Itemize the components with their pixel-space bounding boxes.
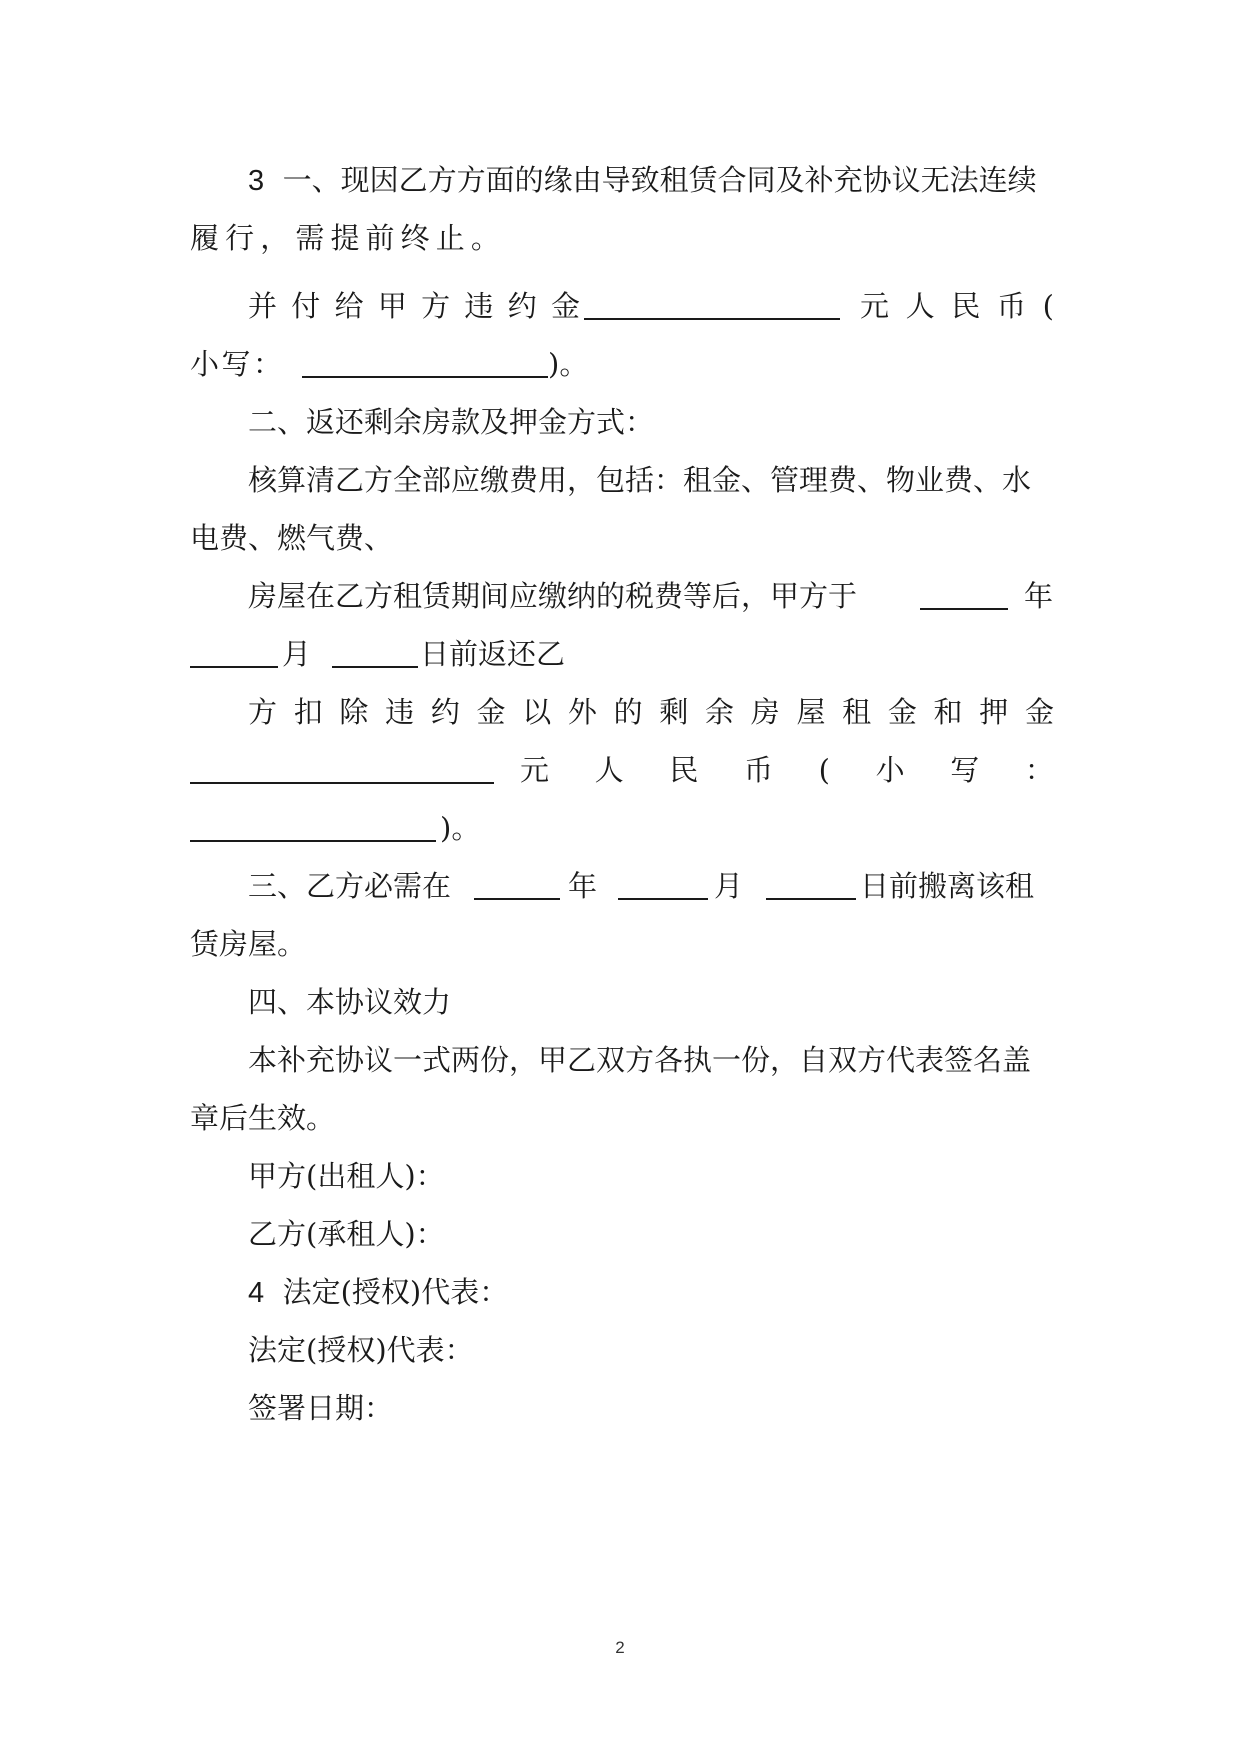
paragraph-validity-line-1: 本补充协议一式两份，甲乙双方各执一份，自双方代表签名盖	[248, 1043, 1032, 1077]
paragraph-remaining-line-1: 方 扣 除 违 约 金 以 外 的 剩 余 房 屋 租 金 和 押 金	[248, 695, 1054, 729]
party-a-lessor-label: 甲方(出租人)：	[248, 1159, 445, 1193]
representative-line-2: 法定(授权)代表：	[248, 1333, 474, 1367]
page-marker-number: 3	[248, 165, 265, 197]
paragraph-move-out-line-1: 三、乙方必需在 年 月 日前搬离该租	[248, 869, 1035, 903]
signing-date-label: 签署日期：	[248, 1391, 394, 1425]
penalty-currency: 元 人 民 币 (	[860, 289, 1054, 323]
paragraph-termination-line-2: 履 行 ， 需 提 前 终 止 。	[190, 221, 500, 255]
page-number: 2	[615, 1638, 625, 1657]
remaining-lowercase-blank[interactable]	[190, 810, 436, 842]
representative-line-1: 4 法定(授权)代表：	[248, 1275, 509, 1309]
refund-day-blank[interactable]	[332, 636, 418, 668]
move-out-year-blank[interactable]	[474, 868, 560, 900]
paragraph-validity-line-2: 章后生效。	[190, 1101, 336, 1135]
penalty-lowercase-blank[interactable]	[302, 346, 548, 378]
paragraph-termination-line-1	[248, 156, 1054, 204]
paragraph-fees-line-1: 核算清乙方全部应缴费用，包括：租金、管理费、物业费、水	[248, 463, 1032, 497]
move-out-day-blank[interactable]	[766, 868, 856, 900]
remaining-amount-blank[interactable]	[190, 752, 494, 784]
refund-month-blank[interactable]	[190, 636, 278, 668]
refund-year-blank[interactable]	[920, 578, 1008, 610]
paragraph-refund-date-line-2: 月 日前返还乙	[190, 630, 1054, 678]
paragraph-refund-date-line-1: 房屋在乙方租赁期间应缴纳的税费等后，甲方于 年	[248, 579, 1054, 613]
paragraph-move-out-line-2: 赁房屋。	[190, 927, 307, 961]
paragraph-fees-line-2: 电费、燃气费、	[190, 521, 394, 555]
termination-text: 一、现因乙方方面的缘由导致租赁合同及补充协议无法连续	[282, 163, 1037, 197]
section-heading-validity: 四、本协议效力	[248, 985, 452, 1019]
paragraph-penalty-line-2: 小 写 ： )。	[190, 347, 589, 381]
move-out-month-blank[interactable]	[618, 868, 708, 900]
penalty-amount-blank[interactable]	[584, 288, 840, 320]
section-heading-refund: 二、返还剩余房款及押金方式：	[248, 405, 655, 439]
paragraph-remaining-line-3: )。	[190, 804, 1054, 852]
paragraph-remaining-line-2: 元 人 民 币 ( 小 写 ：	[190, 746, 1054, 794]
party-b-lessee-label: 乙方(承租人)：	[248, 1217, 445, 1251]
penalty-label: 并 付 给 甲 方 违 约 金	[248, 289, 580, 323]
page-marker-number: 4	[248, 1277, 265, 1309]
paragraph-penalty-line-1	[248, 282, 1054, 330]
